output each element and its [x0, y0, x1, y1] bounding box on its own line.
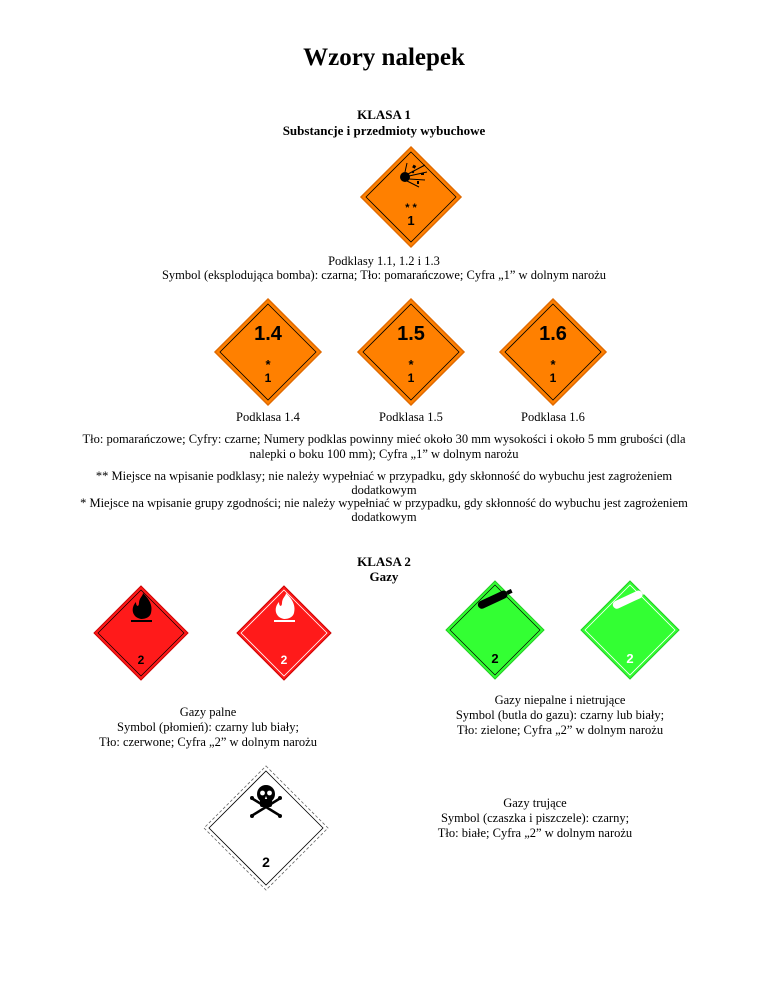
class1-subheading: Substancje i przedmioty wybuchowe [282, 123, 486, 138]
class1-note-line2: nalepki o boku 100 mm); Cyfra „1” w dolnym narożu [249, 447, 519, 461]
subclass-caption: Podklasa 1.6 [521, 410, 585, 424]
class-digit: 2 [280, 653, 288, 667]
class1-note-line1: Tło: pomarańczowe; Cyfry: czarne; Numery podklas powinny mieć około 30 mm wysokości i około 5 mm grubości (dla [82, 432, 686, 446]
subclass-number: 1.6 [539, 323, 567, 345]
class-digit: 2 [137, 653, 145, 667]
class1-5-label [356, 297, 466, 407]
class1-digit: 1 [407, 213, 415, 228]
class1-footnote2-line2: dodatkowym [351, 510, 417, 524]
class1-6-label [498, 297, 608, 407]
class1-footnote1-line1: ** Miejsce na wpisanie podklasy; nie należy wypełniać w przypadku, gdy skłonność do wybuchu jest zagrożeniem [95, 469, 673, 483]
subclass-caption: Podklasa 1.4 [236, 410, 300, 424]
subclass-digit: 1 [549, 371, 557, 385]
class2-nonflammable-black-label [445, 580, 545, 680]
class1-4-label [213, 297, 323, 407]
class-digit: 2 [626, 651, 634, 666]
flammable-line1: Gazy palne [179, 705, 237, 719]
class1-footnote2-line1: * Miejsce na wpisanie grupy zgodności; nie należy wypełniać w przypadku, gdy skłonność do wybuchu jest zagrożeniem [80, 496, 688, 510]
nonflammable-line1: Gazy niepalne i nietrujące [494, 693, 626, 707]
class1-desc-line1: Podklasy 1.1, 1.2 i 1.3 [328, 254, 440, 268]
class2-flammable-white-label [236, 585, 332, 681]
class2-toxic-label [203, 765, 329, 891]
subclass-caption: Podklasa 1.5 [379, 410, 443, 424]
toxic-line2: Symbol (czaszka i piszczele): czarny; [440, 811, 630, 825]
nonflammable-line3: Tło: zielone; Cyfra „2” w dolnym narożu [456, 723, 664, 737]
class2-nonflammable-white-label [580, 580, 680, 680]
class2-subheading: Gazy [369, 569, 399, 584]
class1-explosive-label [359, 145, 463, 249]
class1-desc-line2: Symbol (eksplodująca bomba): czarna; Tło: pomarańczowe; Cyfra „1” w dolnym narożu [161, 268, 607, 282]
subclass-number: 1.4 [254, 323, 282, 345]
toxic-line3: Tło: białe; Cyfra „2” w dolnym narożu [437, 826, 633, 840]
class1-heading: KLASA 1 [357, 107, 411, 122]
subclass-star: * [408, 357, 414, 372]
class1-stars: * * [405, 202, 417, 214]
nonflammable-line2: Symbol (butla do gazu): czarny lub biały; [455, 708, 665, 722]
subclass-star: * [265, 357, 271, 372]
class2-heading: KLASA 2 [357, 554, 411, 569]
toxic-line1: Gazy trujące [503, 796, 567, 810]
subclass-digit: 1 [407, 371, 415, 385]
flammable-line3: Tło: czerwone; Cyfra „2” w dolnym narożu [99, 735, 317, 749]
page-title: Wzory nalepek [303, 44, 465, 71]
class1-footnote1-line2: dodatkowym [351, 483, 417, 497]
subclass-digit: 1 [264, 371, 272, 385]
class2-flammable-black-label [93, 585, 189, 681]
subclass-star: * [550, 357, 556, 372]
subclass-number: 1.5 [397, 323, 425, 345]
class-digit: 2 [491, 651, 499, 666]
class-digit: 2 [262, 854, 270, 870]
flammable-line2: Symbol (płomień): czarny lub biały; [117, 720, 299, 734]
